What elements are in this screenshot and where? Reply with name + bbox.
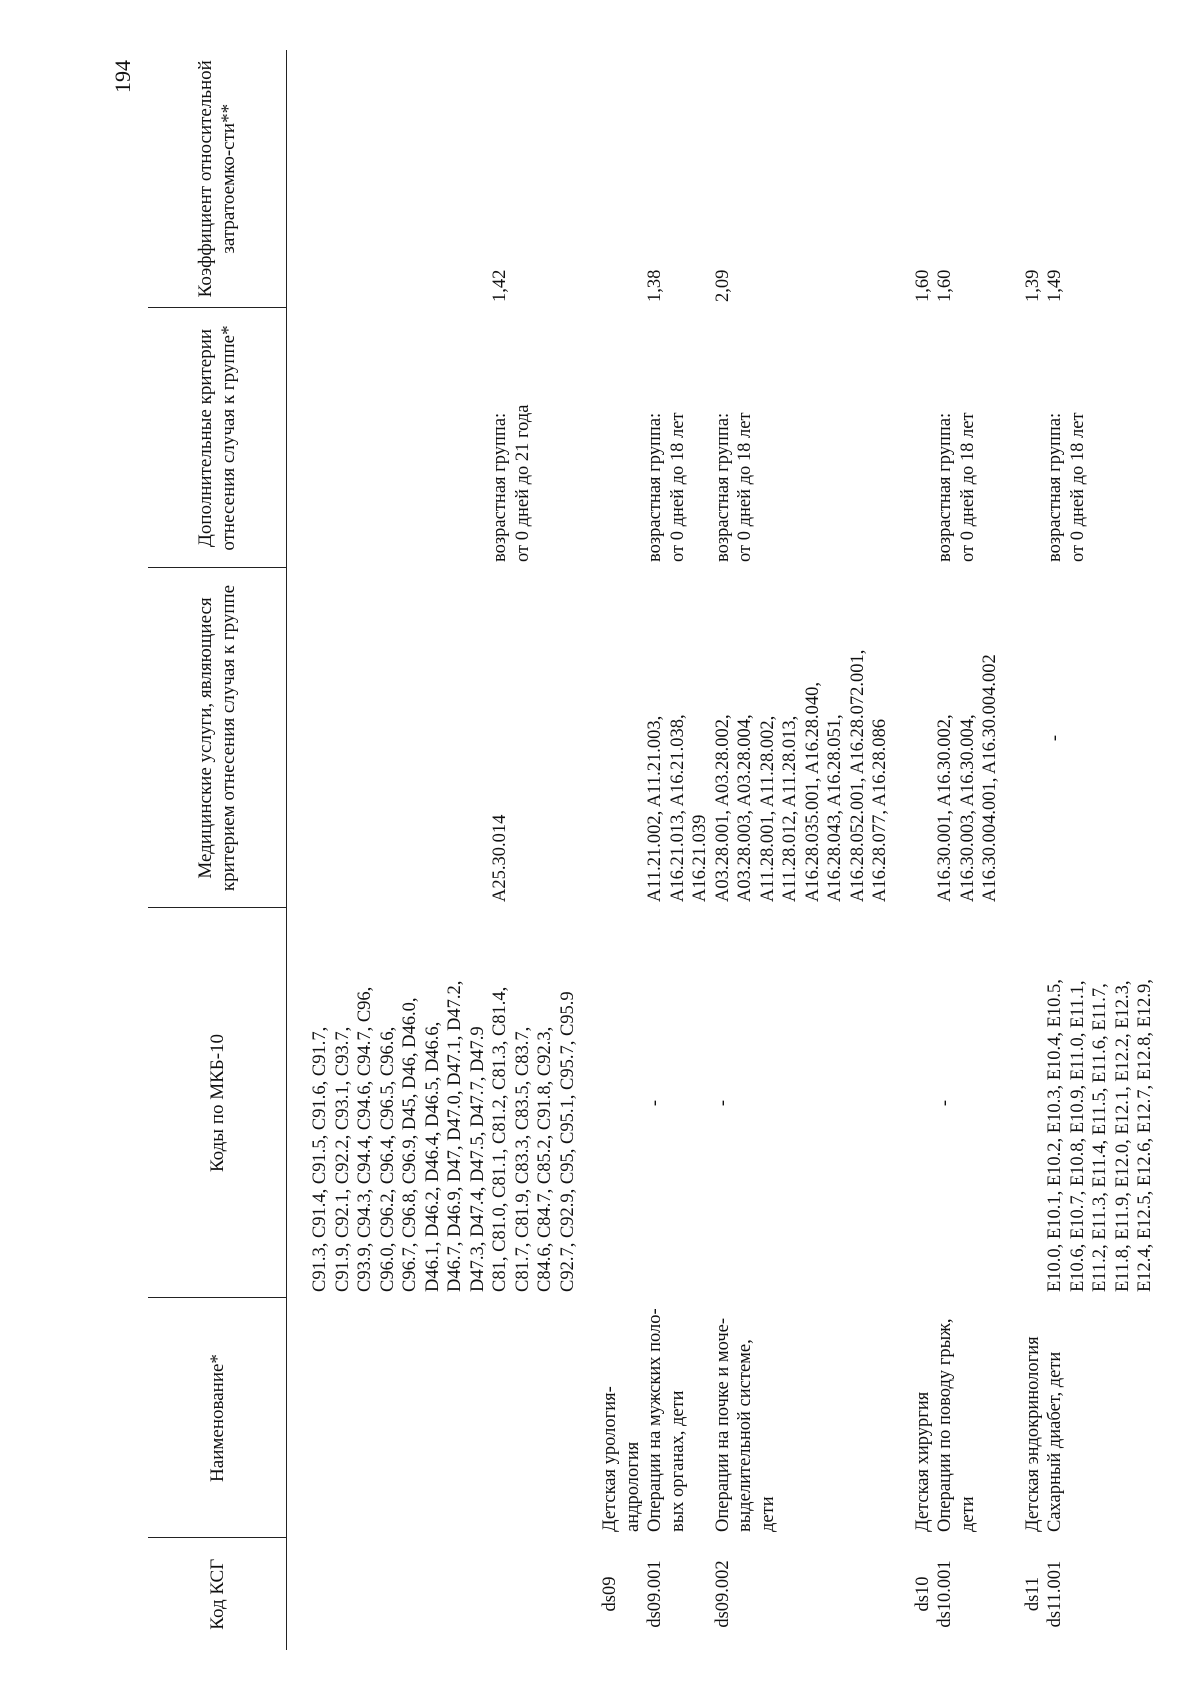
table-row (579, 50, 644, 1650)
row-services: A16.30.001, A16.30.002, A16.30.003, A16.30.004, A16.30.004.001, A16.30.004.002 (935, 654, 1000, 902)
row-name: Операции по поводу грыж, дети (935, 1318, 978, 1532)
row-name (309, 1298, 489, 1538)
row-criteria: возрастная группа: от 0 дней до 18 лет (645, 412, 688, 562)
header-code: Код КСГ (148, 1538, 287, 1650)
row-criteria (579, 308, 644, 568)
row-code: ds11 (1022, 1576, 1043, 1612)
row-icd (579, 908, 644, 1298)
row-name: Операции на мужских поло- вых органах, дети (645, 1308, 688, 1532)
row-coef: 2,09 (712, 269, 733, 302)
header-coef: Коэффициент относительной затратоемко-сти** (148, 50, 287, 308)
row-icd: - (645, 1099, 665, 1107)
ksg-table (148, 50, 1157, 1650)
row-coef: 1,42 (490, 269, 510, 302)
row-icd: - (935, 1099, 955, 1107)
row-code: ds09.001 (645, 1560, 665, 1628)
row-coef (579, 50, 644, 308)
row-name: Сахарный диабет, дети (1045, 1351, 1065, 1532)
row-icd: E10.0, E10.1, E10.2, E10.3, E10.4, E10.5, E10.6, E10.7, E10.8, E10.9, E11.0, E11.1, E11.2, E11.3, E11.4, E11.5, E11.6, E11.7, E11.8, E11.9, E12.0, E12.1, E12.2, E12.3, E12.4, E12.5, E12.6, E12.7, E12.8, E12.9, (1045, 979, 1155, 1292)
page-number: 194 (110, 60, 135, 93)
row-coef: 1,39 (1022, 269, 1043, 302)
row-coef (309, 50, 489, 308)
table-row (1044, 50, 1157, 1650)
row-criteria: возрастная группа: от 0 дней до 18 лет (1045, 412, 1088, 562)
header-icd: Коды по МКБ-10 (148, 908, 287, 1298)
row-code: ds11.001 (1045, 1560, 1065, 1628)
row-services: A11.21.002, A11.21.003, A16.21.013, A16.21.038, A16.21.039 (645, 714, 710, 902)
table-row (892, 50, 935, 1650)
header-name: Наименование* (148, 1298, 287, 1538)
row-services: A25.30.014 (490, 814, 510, 902)
row-criteria: возрастная группа: от 0 дней до 18 лет (935, 412, 978, 562)
row-coef: 1,38 (645, 269, 665, 302)
row-services: - (1045, 734, 1065, 742)
header-services: Медицинские услуги, являющиеся критерием отнесения случая к группе (148, 568, 287, 908)
row-icd: - (712, 1099, 733, 1107)
document-page (110, 50, 1155, 1650)
row-icd: C91.3, C91.4, C91.5, C91.6, C91.7, C91.9, C92.1, C92.2, C93.1, C93.7, C93.9, C94.3, C94.4, C94.6, C94.7, C96, C96.0, C96.2, C96.4, C96.5, C96.6, C96.7, C96.8, C96.9, D45, D46, D46.0, D46.1, D46.2, D46.4, D46.5, D46.6, D46.7, D46.9, D47, D47.0, D47.1, D47.2, D47.3, D47.4, D47.5, D47.7, D47.9 (310, 980, 488, 1292)
row-icd: C81, C81.0, C81.1, C81.2, C81.3, C81.4, C81.7, C81.9, C83.3, C83.5, C83.7, C84.6, C84.7, C85.2, C91.8, C92.3, C92.7, C92.9, C95, C95.1, C95.7, C95.9 (490, 986, 578, 1292)
row-services (309, 568, 489, 908)
row-code (309, 1538, 489, 1650)
row-coef: 1,60 (935, 269, 955, 302)
row-code: ds10 (912, 1576, 933, 1612)
row-icd (892, 908, 935, 1298)
row-name: Детская хирургия (912, 1391, 933, 1532)
table-row (934, 50, 1002, 1650)
row-coef: 1,60 (912, 269, 933, 302)
row-services: A03.28.001, A03.28.002, A03.28.003, A03.28.004, A11.28.001, A11.28.002, A11.28.012, A11.28.013, A16.28.035.001, A16.28.040, A16.28.043, A16.28.051, A16.28.052.001, A16.28.072.001, A16.28.077, A16.28.086 (712, 649, 890, 902)
row-services (1002, 568, 1045, 908)
table-row (489, 50, 579, 1650)
row-icd (1002, 908, 1045, 1298)
row-name: Детская эндокринология (1022, 1336, 1043, 1532)
row-criteria (309, 308, 489, 568)
row-code: ds10.001 (935, 1560, 955, 1628)
row-criteria (892, 308, 935, 568)
row-name (489, 1298, 579, 1538)
table-row (309, 50, 489, 1650)
row-criteria: возрастная группа: от 0 дней до 18 лет (712, 412, 755, 562)
table-row (644, 50, 712, 1650)
row-criteria (1002, 308, 1045, 568)
table-row (1002, 50, 1045, 1650)
row-coef: 1,49 (1045, 269, 1065, 302)
row-services (892, 568, 935, 908)
row-services (579, 568, 644, 908)
row-name: Детская урология-андрология (600, 1386, 643, 1532)
row-code (489, 1538, 579, 1650)
table-header-row (148, 50, 287, 1650)
row-code: ds09 (600, 1576, 620, 1612)
row-criteria: возрастная группа: от 0 дней до 21 года (490, 404, 533, 562)
row-name: Операции на почке и моче- выделительной системе, дети (712, 1317, 778, 1532)
row-code: ds09.002 (712, 1560, 733, 1628)
header-criteria: Дополнительные критерии отнесения случая к группе* (148, 308, 287, 568)
table-row (712, 50, 892, 1650)
